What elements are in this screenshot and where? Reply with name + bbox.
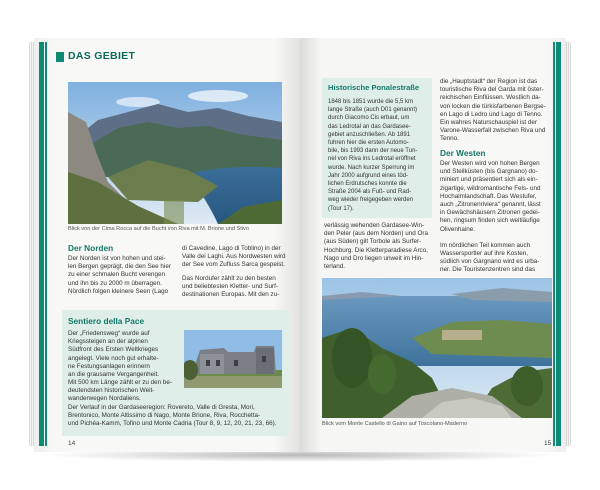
- heading-der-norden: Der Norden: [68, 243, 114, 253]
- text-line: Hochburg. Die Kletterparadiese Arco,: [324, 246, 428, 254]
- photo-caption-top: Blick von der Cima Rocca auf die Bucht von Riva mit M. Brione und Stivo: [68, 226, 249, 232]
- section-header: [56, 50, 296, 64]
- pace-infobox: [62, 310, 290, 436]
- text-line: Nago und Dro liegen unweit im Hin-: [324, 254, 424, 262]
- text-line: bile, bis 1993 dann der neue Tun-: [328, 148, 418, 155]
- header-marker-icon: [56, 52, 64, 62]
- text-line: di Cavedine, Lago di Toblino) in der: [182, 245, 281, 252]
- norden-text-col2: [182, 245, 292, 299]
- text-line: verlässig wehenden Gardasee-Win-: [324, 222, 425, 229]
- photo-caption-bottom: Blick vom Monte Castello di Gaino auf Toscolano-Maderno: [322, 421, 468, 427]
- text-line: Kriegssteigen an der alpinen: [68, 338, 148, 346]
- text-line: terland.: [324, 263, 346, 271]
- text-line: zigartige, wildromantische Fels- und: [440, 184, 541, 192]
- ponale-infobox: [322, 78, 432, 218]
- text-line: weg wieder freigegeben werden: [328, 197, 414, 204]
- pace-text-continued: [68, 379, 192, 404]
- text-line: (Tour 17).: [328, 205, 354, 212]
- text-line: von locken die türkisfarbenen Bergse-: [440, 102, 546, 110]
- text-line: (aus Süden) gilt Torbole als Surfer-: [324, 238, 422, 246]
- text-line: das Ledrotal an das Gardasee-: [328, 123, 411, 130]
- text-line: Der Norden ist von hohen und stei-: [68, 255, 166, 262]
- riva-text: [440, 78, 552, 144]
- open-book: [34, 38, 566, 452]
- heading-der-westen: Der Westen: [440, 148, 486, 158]
- text-line: und ihn bis zu 2000 m überragen.: [68, 279, 162, 287]
- text-line: die „Hauptstadt“ der Region ist das: [440, 78, 538, 85]
- text-line: an die grausame Vergangenheit.: [68, 371, 160, 379]
- text-line: touristische Riva del Garda mit öster-: [440, 86, 544, 94]
- section-title: DAS GEBIET: [68, 50, 136, 62]
- text-line: hen, ringsum finden sich weitläufige: [440, 217, 540, 225]
- heading-sentiero-della-pace: Sentiero della Pace: [68, 316, 145, 326]
- westen-text: [440, 160, 552, 275]
- accent-stripe-right-thin: [553, 42, 555, 446]
- text-line: Brentonico, Monte Altissimo di Nago, Monte Brione, Riva, Rocchetta-: [68, 412, 261, 420]
- text-line: Das Nordufer zählt zu den besten: [182, 274, 276, 282]
- text-line: Der Verlauf in der Gardaseeregion: Rovereto, Valle di Gresta, Mori,: [68, 404, 255, 411]
- text-line: und Pichéa-Kamm, Tofino und Monte Cadria (Tour 8, 9, 12, 20, 21, 23, 66).: [68, 420, 277, 428]
- text-line: Jahr 2000 aufgrund eines töd-: [328, 172, 409, 179]
- text-line: destinationen Europas. Mit den zu-: [182, 291, 280, 299]
- text-line: Tenno.: [440, 135, 459, 143]
- norden-text-col1: [68, 255, 176, 296]
- text-line: len Bergen geprägt, die den See hier: [68, 263, 171, 271]
- photo-fortress: [184, 330, 282, 388]
- ponale-text: [328, 98, 432, 213]
- text-line: reichischen Einflüssen. Westlich da-: [440, 94, 541, 102]
- text-line: angelegt. Viele noch gut erhalte-: [68, 354, 159, 362]
- text-line: deutendsten historischen Weit-: [68, 387, 155, 395]
- accent-stripe-left-thin: [45, 42, 47, 446]
- text-line: und beliebtesten Kletter- und Surf-: [182, 282, 278, 290]
- torbole-text: [324, 222, 438, 271]
- text-line: nel von Riva ins Ledrotal eröffnet: [328, 156, 416, 163]
- text-line: Mit 500 km Länge zählt er zu den be-: [68, 379, 172, 386]
- heading-ponalestrasse: Historische Ponalestraße: [328, 83, 420, 92]
- text-line: den Peler (aus dem Norden) und Ora: [324, 230, 428, 238]
- page-number-right: 15: [544, 440, 552, 447]
- text-line: lange Straße (auch D01 genannt): [328, 107, 418, 114]
- text-line: Im nördlichen Teil kommen auch: [440, 241, 531, 249]
- text-line: durch Giacomo Cis erbaut, um: [328, 115, 410, 122]
- page-number-left: 14: [68, 440, 76, 447]
- text-line: ne Festungsanlagen erinnern: [68, 362, 150, 370]
- text-line: wanderwegen Nordaliens.: [68, 395, 141, 403]
- accent-stripe-right: [556, 42, 561, 446]
- text-line: südlich von Gargnano wird es urba-: [440, 258, 540, 266]
- text-line: zu einer schmalen Bucht verengen: [68, 271, 165, 279]
- text-line: Der „Friedensweg“ wurde auf: [68, 330, 150, 337]
- text-line: Straße 2004 als Fuß- und Rad-: [328, 189, 412, 196]
- text-line: fuhren hier die ersten Automo-: [328, 140, 409, 147]
- text-line: Nördlich folgen kleinere Seen (Lago: [68, 287, 169, 295]
- text-line: wurde. Nach kurzer Sperrung im: [328, 164, 415, 171]
- text-line: Ein wahres Naturschauspiel ist der: [440, 119, 537, 127]
- pace-text: [68, 330, 176, 379]
- text-line: en Lago di Ledro und Lago di Tenno.: [440, 110, 543, 118]
- text-line: lichen Erdrutsches konnte die: [328, 181, 407, 188]
- pace-route-text: [68, 404, 288, 429]
- text-line: miniert und präsentiert sich als ein-: [440, 176, 538, 184]
- text-line: Valle dei Laghi. Aus Nordwesten wird: [182, 253, 286, 261]
- text-line: und Steilküsten (bis Gargnano) do-: [440, 168, 538, 176]
- paragraph-gap: [440, 234, 552, 242]
- left-page: [34, 38, 300, 452]
- text-line: Varone-Wasserfall zwischen Riva und: [440, 127, 546, 135]
- text-line: gebiet anzuschließen. Ab 1891: [328, 131, 411, 138]
- text-line: ner. Die Touristenzentren sind das: [440, 266, 536, 274]
- text-line: Hochalmlandschaft. Das Westufer,: [440, 192, 537, 200]
- text-line: 1848 bis 1851 wurde die 5,5 km: [328, 99, 414, 105]
- photo-toscolano-maderno: [322, 278, 552, 418]
- accent-stripe-left: [39, 42, 44, 446]
- right-page: [300, 38, 566, 452]
- text-line: Südfront des Ersten Weltkrieges: [68, 346, 159, 354]
- text-line: Wassersportler auf ihre Kosten,: [440, 250, 528, 258]
- text-line: Olivenhaine.: [440, 225, 476, 233]
- photo-riva-bay: [68, 82, 282, 224]
- text-line: in Gewächshäusern Zitronen gedei-: [440, 209, 540, 217]
- text-line: auch „Zitronenriviera“ genannt, lässt: [440, 201, 541, 209]
- text-line: Der Westen wird von hohen Bergen: [440, 160, 540, 167]
- text-line: der See vom Zufluss Sarca gespeist.: [182, 261, 285, 269]
